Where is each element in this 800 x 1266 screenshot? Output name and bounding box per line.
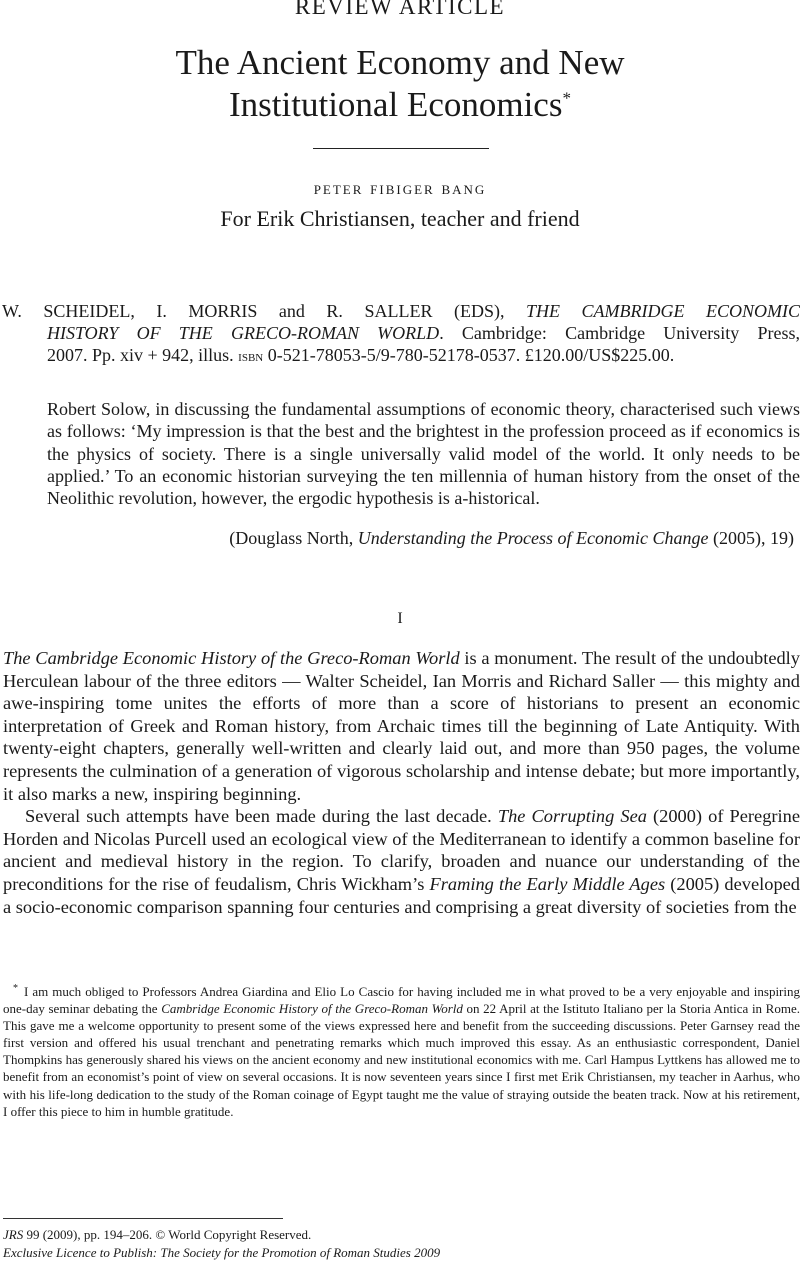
body-paragraph-1 bbox=[3, 647, 800, 805]
footer-journal-line bbox=[3, 1226, 440, 1244]
epigraph-source bbox=[229, 528, 794, 549]
body-p2-title-2: Framing the Early Middle Ages bbox=[429, 873, 666, 894]
footer-pages: 99 (2009), pp. 194–206. © World Copyright Reserved. bbox=[26, 1227, 312, 1242]
body-p2-title-1: The Corrupting Sea bbox=[497, 806, 647, 827]
footer-divider bbox=[3, 1218, 283, 1219]
title-divider bbox=[313, 148, 489, 149]
footnote-mark: * bbox=[13, 982, 18, 994]
article-kicker: REVIEW ARTICLE bbox=[294, 0, 506, 19]
footnote-title: Cambridge Economic History of the Greco-Roman World bbox=[161, 1001, 463, 1017]
page-footer bbox=[3, 1226, 440, 1262]
citation-line-1 bbox=[2, 300, 800, 322]
body-p1-text: is a monument. The result of the undoubtedly Herculean labour of the three editors — Walter Scheidel, Ian Morris and Richard Saller — this mighty and awe-inspiring tome unites the efforts of more than a score of historians to present an economic interpretation of Greek and Roman history, from Archaic times till the beginning of Late Antiquity. With twenty-eight chapters, generally well-written and clearly laid out, and more than 950 pages, the volume represents the culmination of a generation of vigorous scholarship and intense debate; but more importantly, it also marks a new, inspiring beginning. bbox=[3, 648, 800, 804]
citation-details: 2007. Pp. xiv + 942, illus. bbox=[47, 345, 234, 365]
body-p1-title: The Cambridge Economic History of the Greco-Roman World bbox=[3, 648, 460, 668]
footnote-text-b: on 22 April at the Istituto Italiano per la Storia Antica in Rome. This gave me a welcome opportunity to present some of the views expressed here and benefit from the succeeding discussions. Peter Garnsey read the first version and offered his usual trenchant and penetrating remarks which much improved this essay. As an enthusiastic correspondent, Daniel Thompkins has generously shared his views on the ancient economy and new institutional economics with me. Carl Hampus Lyttkens has allowed me to benefit from an economist’s point of view on several occasions. It is now seventeen years since I first met Erik Christiansen, my teacher in Aarhus, who with his life-long dedication to the study of the Roman coinage of Egypt taught me the value of straying outside the beaten track. Now at his retirement, I offer this piece to him in humble gratitude. bbox=[3, 1001, 800, 1119]
article-body bbox=[3, 647, 800, 918]
citation-book-title-part1: THE CAMBRIDGE ECONOMIC bbox=[526, 301, 800, 321]
epigraph-source-close: (2005), 19) bbox=[713, 528, 794, 548]
citation-line-2 bbox=[47, 322, 800, 344]
section-number: I bbox=[397, 610, 403, 627]
footnote-text-a: I am much obliged to Professors Andrea Giardina and Elio Lo Cascio for having included me in what proved to be a very enjoyable and inspiring one-day seminar debating the bbox=[3, 984, 800, 1017]
dedication: For Erik Christiansen, teacher and friend bbox=[220, 206, 580, 231]
title-line-2-text: Institutional Economics bbox=[229, 85, 563, 124]
citation-book-title-part2: HISTORY OF THE GRECO-ROMAN WORLD bbox=[47, 323, 440, 343]
footnote bbox=[3, 983, 800, 1120]
article-title bbox=[0, 42, 800, 126]
epigraph-source-open: (Douglass North, bbox=[229, 528, 354, 548]
body-p2-c: (2005) developed a socio-economic comparison spanning four centuries and comprising a great diversity of societies from the bbox=[3, 873, 800, 917]
footer-licence: Exclusive Licence to Publish: The Society for the Promotion of Roman Studies 2009 bbox=[3, 1245, 441, 1260]
citation-line-3 bbox=[47, 344, 674, 368]
body-p2-b: (2000) of Peregrine Horden and Nicolas Purcell used an ecological view of the Mediterranean to identify a common baseline for ancient and medieval history in the region. To clarify, broaden and nuance our understanding of the preconditions for the rise of feudalism, Chris Wickham’s bbox=[3, 806, 800, 894]
epigraph-source-title: Understanding the Process of Economic Change bbox=[357, 528, 709, 548]
body-p2-a: Several such attempts have been made during the last decade. bbox=[25, 806, 498, 827]
title-line-2 bbox=[0, 84, 800, 126]
title-line-1: The Ancient Economy and New bbox=[175, 43, 625, 82]
citation-editors: W. SCHEIDEL, I. MORRIS and R. SALLER (EDS), bbox=[2, 301, 505, 321]
citation-isbn-price: 0-521-78053-5/9-780-52178-0537. £120.00/US$225.00. bbox=[267, 345, 675, 365]
epigraph-quote: Robert Solow, in discussing the fundamental assumptions of economic theory, characterised such views as follows: ‘My impression is that the best and the brightest in the profession proceed as if economics is the physics of society. There is a single universally valid model of the world. It only needs to be applied.’ To an economic historian surveying the ten millennia of human history from the onset of the Neolithic revolution, however, the ergodic hypothesis is a-historical. bbox=[47, 399, 800, 509]
citation-publisher: . Cambridge: Cambridge University Press, bbox=[439, 323, 800, 343]
body-paragraph-2 bbox=[3, 805, 800, 918]
author-name: peter fibiger bang bbox=[313, 178, 487, 199]
title-footnote-mark[interactable]: * bbox=[562, 88, 571, 108]
footer-journal: JRS bbox=[3, 1227, 24, 1242]
citation-isbn-label: isbn bbox=[238, 349, 264, 365]
